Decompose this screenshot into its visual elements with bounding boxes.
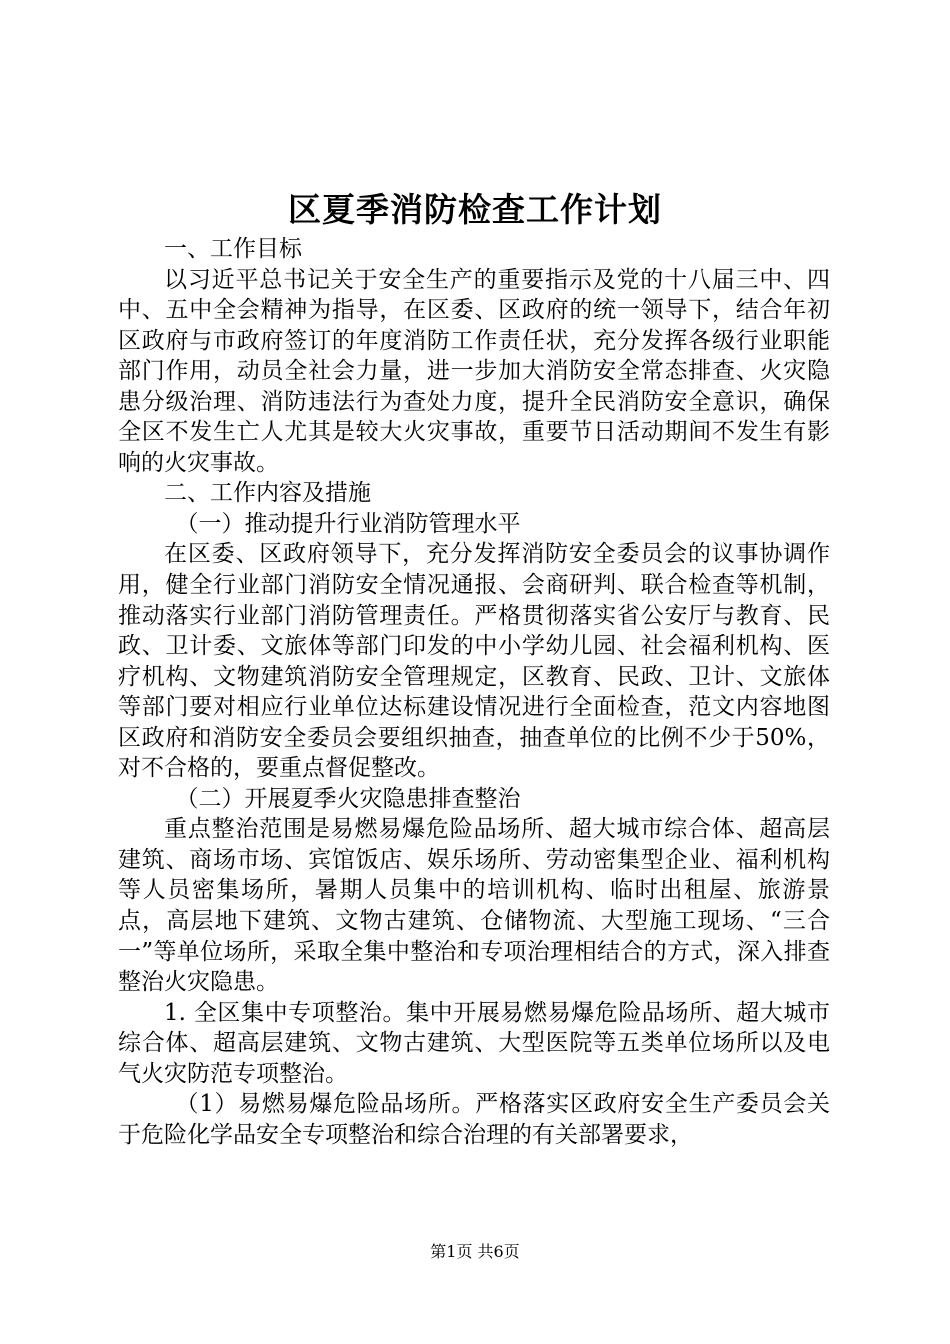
- document-body: [118, 234, 830, 1150]
- page-number: 第1页 共6页: [430, 1242, 520, 1261]
- subsection-heading-1: （一）推动提升行业消防管理水平: [175, 510, 521, 537]
- section-heading-goal: 一、工作目标: [164, 236, 302, 262]
- paragraph-industry: 在区委、区政府领导下，充分发挥消防安全委员会的议事协调作用，健全行业部门消防安全情况通报、会商研判、联合检查等机制，推动落实行业部门消防管理责任。严格贯彻落实省公安厅与教育、民政、卫计委、文旅体等部门印发的中小学幼儿园、社会福利机构、医疗机构、文物建筑消防安全管理规定，区教育、民政、卫计、文旅体等部门要对相应行业单位达标建设情况进行全面检查，范文内容地图区政府和消防安全委员会要组织抽查，抽查单位的比例不少于50%，对不合格的，要重点督促整改。: [118, 541, 830, 782]
- paragraph-hazards: 重点整治范围是易燃易爆危险品场所、超大城市综合体、超高层建筑、商场市场、宾馆饭店、娱乐场所、劳动密集型企业、福利机构等人员密集场所，暑期人员集中的培训机构、临时出租屋、旅游景点，高层地下建筑、文物古建筑、仓储物流、大型施工现场、“三合一”等单位场所，采取全集中整治和专项治理相结合的方式，深入排查整治火灾隐患。: [118, 816, 830, 996]
- paragraph-goal: 以习近平总书记关于安全生产的重要指示及党的十八届三中、四中、五中全会精神为指导，在区委、区政府的统一领导下，结合年初区政府与市政府签订的年度消防工作责任状，充分发挥各级行业职能部门作用，动员全社会力量，进一步加大消防安全常态排查、火灾隐患分级治理、消防违法行为查处力度，提升全民消防安全意识，确保全区不发生亡人尤其是较大火灾事故，重要节日活动期间不发生有影响的火灾事故。: [118, 266, 830, 476]
- section-heading-measures: 二、工作内容及措施: [164, 480, 371, 507]
- paragraph-item-1: 1. 全区集中专项整治。集中开展易燃易爆危险品场所、超大城市综合体、超高层建筑、文物古建筑、大型医院等五类单位场所以及电气火灾防范专项整治。: [118, 999, 830, 1087]
- paragraph-item-1-1: （1）易燃易爆危险品场所。严格落实区政府安全生产委员会关于危险化学品安全专项整治和综合治理的有关部署要求，: [118, 1091, 830, 1148]
- subsection-heading-2: （二）开展夏季火灾隐患排查整治: [175, 785, 521, 812]
- page-title: 区夏季消防检查工作计划: [288, 190, 662, 229]
